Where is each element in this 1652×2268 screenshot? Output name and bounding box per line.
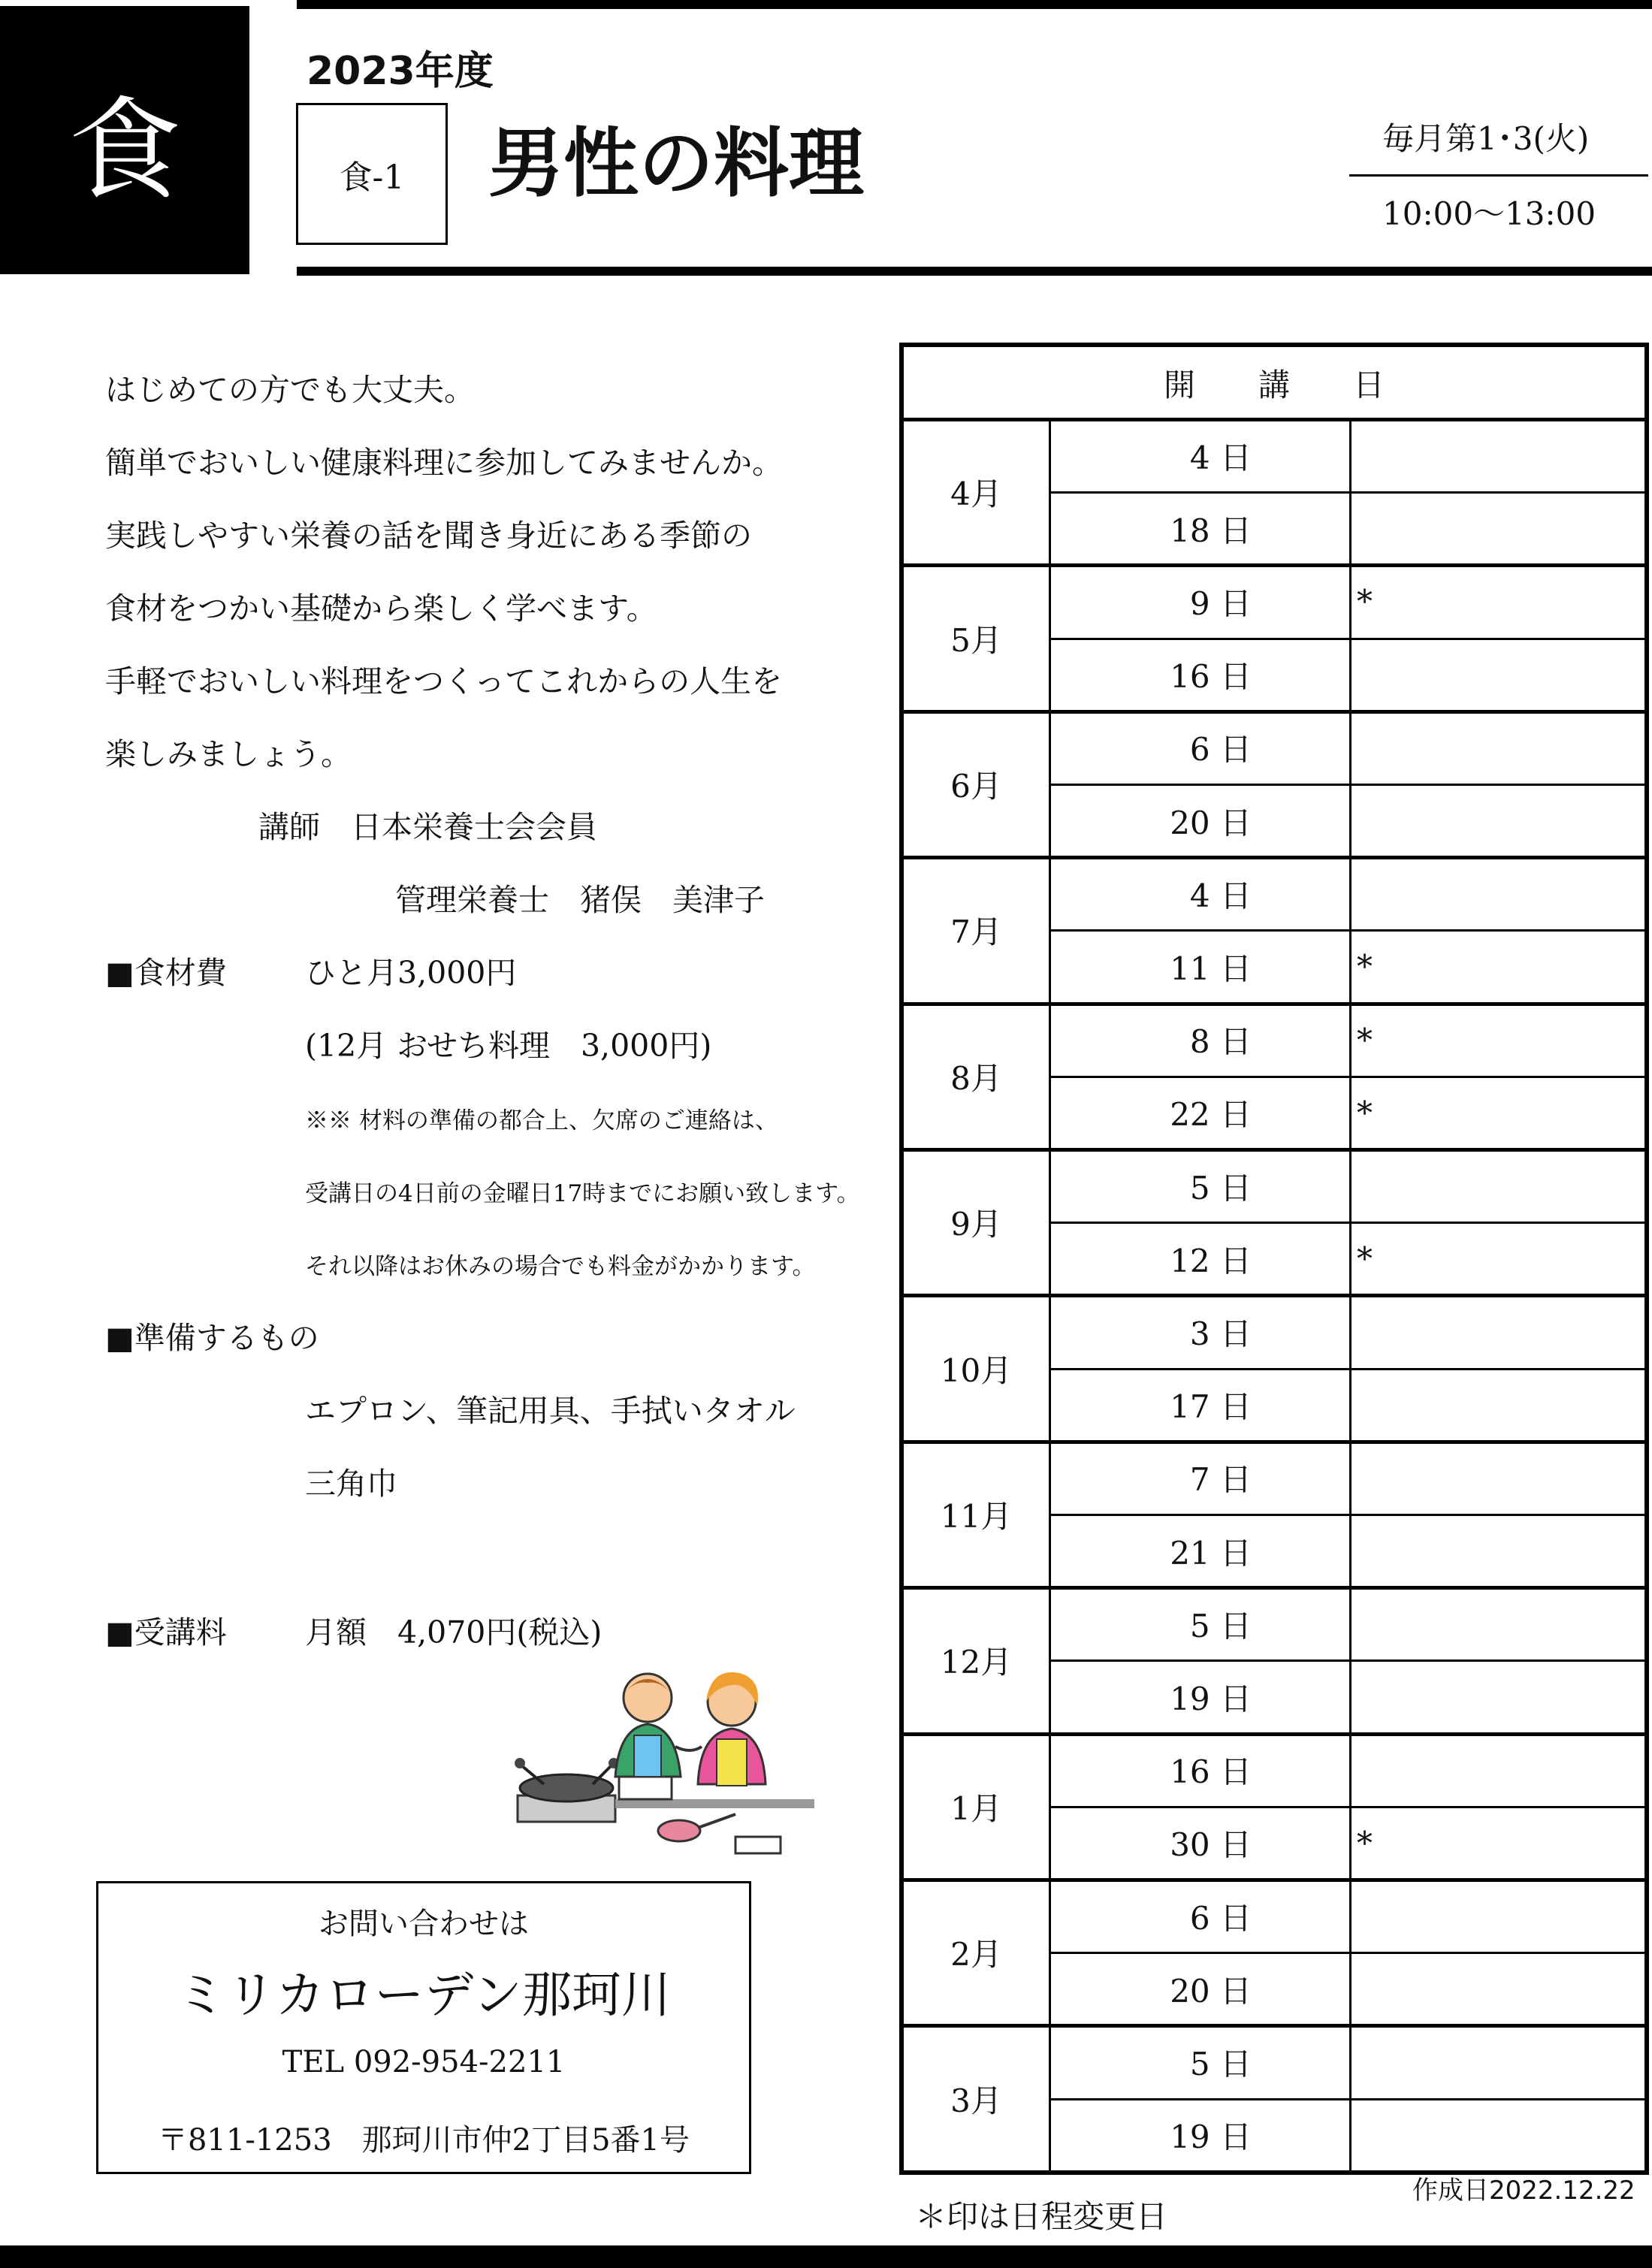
contact-tel: TEL 092-954-2211 [282,2045,566,2079]
table-change-mark [1357,419,1447,492]
table-day: 5 日 [1189,1607,1252,1644]
table-change-mark [1357,1442,1447,1515]
table-change-mark [1357,1587,1447,1660]
table-day: 19 日 [1170,2119,1252,2156]
cooking-couple-icon [514,1664,818,1867]
prepare-item: 三角巾 [305,1466,397,1502]
table-day: 20 日 [1170,1972,1252,2010]
header-bottom-rule [297,267,1652,276]
created-date: 作成日2022.12.22 [1412,2176,1635,2206]
intro-line: 実践しやすい栄養の話を聞き身近にある季節の [105,518,752,554]
table-month: 10月 [940,1351,1013,1389]
prepare-item: エプロン、筆記用具、手拭いタオル [305,1393,796,1429]
table-month: 2月 [950,1936,1002,1974]
table-change-mark [1357,639,1447,711]
ingredients-small-note: 受講日の4日前の金曜日17時までにお願い致します。 [305,1180,860,1207]
table-day: 5 日 [1189,1169,1252,1206]
table-change-mark: * [1357,1094,1373,1131]
table-month: 8月 [950,1059,1002,1097]
ingredients-small-note: ※※ 材料の準備の都合上、欠席のご連絡は、 [305,1107,778,1134]
contact-name: ミリカローデン那珂川 [176,1966,672,2024]
table-header: 開 講 日 [1163,367,1385,403]
footnote: ＊印は日程変更日 [915,2198,1168,2235]
table-month: 6月 [950,767,1002,805]
table-change-mark [1357,784,1447,857]
ingredients-note: (12月 おせち料理 3,000円) [305,1028,712,1064]
intro-line: はじめての方でも大丈夫。 [105,372,475,408]
table-change-mark [1357,1369,1447,1442]
table-change-mark [1357,711,1447,784]
fee-value: 月額 4,070円(税込) [305,1614,603,1650]
table-day: 8 日 [1189,1023,1252,1061]
ingredients-value: ひと月3,000円 [305,955,517,991]
year-label: 2023年度 [307,49,494,94]
table-day: 22 日 [1170,1096,1252,1134]
table-day: 4 日 [1189,439,1252,476]
table-change-mark: * [1357,583,1373,621]
category-char: 食 [68,85,181,216]
contact-heading: お問い合わせは [319,1907,529,1941]
course-code: 食-1 [339,158,405,197]
intro-line: 楽しみましょう。 [105,736,352,772]
category-block [0,6,249,274]
table-day: 6 日 [1189,731,1252,769]
contact-box [96,1881,751,2174]
table-day: 21 日 [1170,1534,1252,1572]
table-change-mark: * [1357,1824,1373,1862]
table-change-mark [1357,1515,1447,1587]
instructor-line: 講師 日本栄養士会会員 [258,809,597,845]
footer-bar [0,2245,1652,2268]
page-title: 男性の料理 [488,119,864,207]
ingredients-label: ■食材費 [105,955,227,991]
table-change-mark [1357,2099,1447,2172]
intro-line: 簡単でおいしい健康料理に参加してみませんか。 [105,445,783,481]
table-day: 16 日 [1170,1753,1252,1791]
prepare-label: ■準備するもの [105,1320,319,1356]
table-change-mark [1357,1149,1447,1222]
table-month: 11月 [940,1497,1013,1535]
intro-line: 食材をつかい基礎から楽しく学べます。 [105,590,657,627]
table-change-mark: * [1357,1240,1373,1278]
schedule-time: 10:00～13:00 [1382,195,1596,232]
table-month: 12月 [940,1644,1013,1681]
schedule-divider [1349,174,1648,177]
table-day: 12 日 [1170,1242,1252,1279]
course-code-box [296,103,448,245]
table-month: 3月 [950,2082,1002,2119]
table-day: 6 日 [1189,1899,1252,1937]
table-day: 3 日 [1189,1315,1252,1352]
table-change-mark [1357,2025,1447,2098]
table-day: 5 日 [1189,2045,1252,2082]
table-day: 7 日 [1189,1461,1252,1499]
table-day: 19 日 [1170,1680,1252,1717]
table-day: 20 日 [1170,804,1252,841]
table-change-mark [1357,857,1447,930]
table-change-mark [1357,1295,1447,1368]
intro-line: 手軽でおいしい料理をつくってこれからの人生を [105,663,783,699]
contact-address: 〒811-1253 那珂川市仲2丁目5番1号 [157,2123,690,2158]
table-change-mark [1357,1734,1447,1807]
table-month: 4月 [950,476,1002,513]
table-month: 7月 [950,914,1002,951]
ingredients-small-note: それ以降はお休みの場合でも料金がかかります。 [305,1253,816,1280]
table-day: 18 日 [1170,512,1252,549]
table-month: 5月 [950,621,1002,659]
table-change-mark: * [1357,948,1373,986]
table-month: 1月 [950,1789,1002,1827]
schedule-days: 毎月第1･3(火) [1382,120,1590,157]
table-day: 30 日 [1170,1826,1252,1864]
table-change-mark [1357,1660,1447,1733]
table-day: 9 日 [1189,584,1252,622]
table-change-mark: * [1357,1021,1373,1059]
instructor-name: 管理栄養士 猪俣 美津子 [395,882,765,918]
schedule-table [899,343,1649,2175]
table-change-mark [1357,492,1447,565]
header-top-rule [297,0,1652,9]
fee-label: ■受講料 [105,1614,227,1650]
table-day: 4 日 [1189,877,1252,914]
table-day: 16 日 [1170,658,1252,696]
table-change-mark [1357,1880,1447,1952]
table-day: 17 日 [1170,1388,1252,1426]
table-month: 9月 [950,1206,1002,1243]
table-day: 11 日 [1170,950,1252,987]
table-change-mark [1357,1952,1447,2025]
